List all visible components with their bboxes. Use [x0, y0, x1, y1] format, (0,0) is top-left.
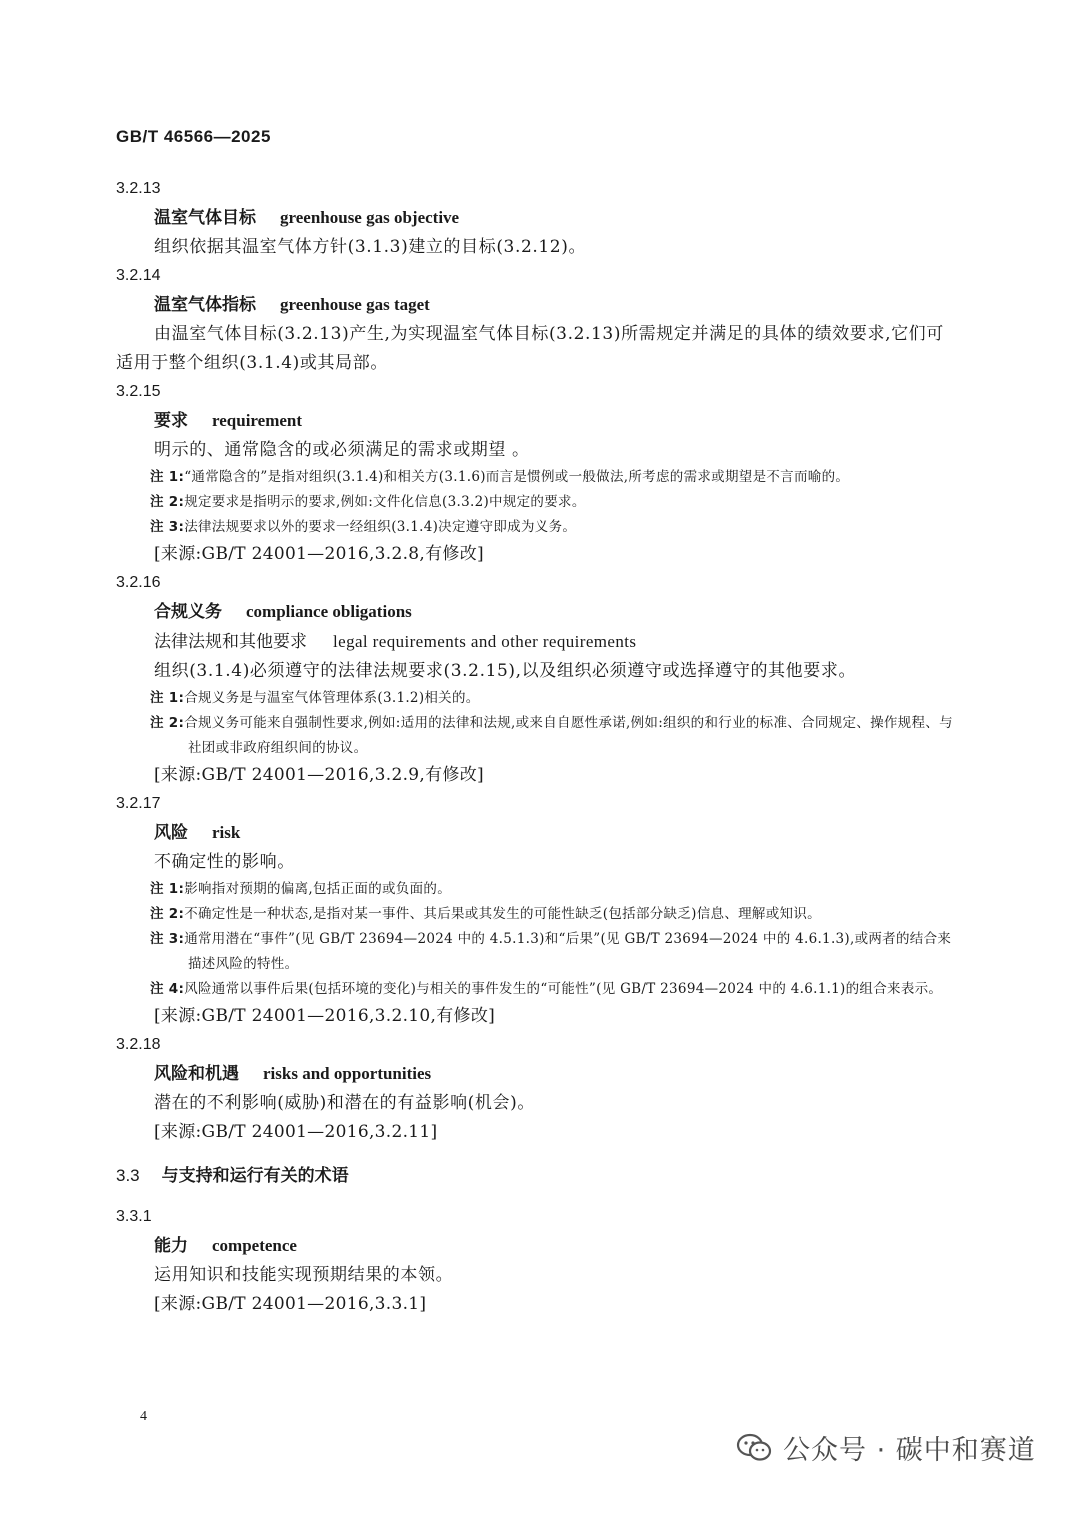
note: [116, 927, 956, 977]
term-en: compliance obligations: [246, 602, 412, 621]
entry-admitted-term: [154, 627, 956, 657]
entry-term: [154, 597, 956, 627]
watermark: [735, 1428, 1036, 1467]
entry-number: 3.2.13: [116, 180, 161, 197]
entry-number: 3.3.1: [116, 1208, 152, 1225]
entry-3-2-18: [116, 1031, 956, 1147]
entry-number: 3.2.15: [116, 383, 161, 400]
note: [116, 515, 956, 540]
term-zh: 风险: [154, 823, 188, 843]
term-zh: 温室气体目标: [154, 208, 256, 228]
note-label: 注 2:: [150, 494, 185, 510]
note: [116, 711, 956, 761]
entry-definition: 由温室气体目标(3.2.13)产生,为实现温室气体目标(3.2.13)所需规定并满足的具体的绩效要求,它们可适用于整个组织(3.1.4)或其局部。: [116, 324, 944, 373]
standard-id: GB/T 46566—2025: [116, 127, 271, 146]
entry-definition: 组织依据其温室气体方针(3.1.3)建立的目标(3.2.12)。: [154, 237, 587, 257]
watermark-text: 公众号 · 碳中和赛道: [783, 1435, 1036, 1466]
note-text: 通常用潜在“事件”(见 GB/T 23694—2024 中的 4.5.1.3)和“后果”(见 GB/T 23694—2024 中的 4.6.1.3),或两者的结合来描述风险的特性。: [184, 931, 952, 972]
note: [116, 877, 956, 902]
alt-zh: 法律法规和其他要求: [154, 632, 307, 652]
note-label: 注 4:: [150, 981, 185, 997]
wechat-icon: [735, 1432, 773, 1464]
term-en: greenhouse gas taget: [280, 295, 430, 314]
note-text: 风险通常以事件后果(包括环境的变化)与相关的事件发生的“可能性”(见 GB/T 23694—2024 中的 4.6.1.1)的组合来表示。: [184, 981, 943, 997]
term-en: competence: [212, 1236, 297, 1255]
alt-en: legal requirements and other requirements: [333, 632, 637, 651]
entry-source: [来源:GB/T 24001—2016,3.3.1]: [154, 1294, 427, 1314]
note-text: 法律法规要求以外的要求一经组织(3.1.4)决定遵守即成为义务。: [184, 519, 577, 535]
entry-source: [来源:GB/T 24001—2016,3.2.10,有修改]: [154, 1006, 496, 1026]
section-title: 与支持和运行有关的术语: [161, 1166, 349, 1186]
entry-term: [154, 406, 956, 436]
note-text: 影响指对预期的偏离,包括正面的或负面的。: [184, 881, 451, 897]
entry-term: [154, 203, 956, 233]
page-number: 4: [140, 1409, 147, 1424]
note-text: 合规义务可能来自强制性要求,例如:适用的法律和法规,或来自自愿性承诺,例如:组织的和行业的标准、合同规定、操作规程、与社团或非政府组织间的协议。: [184, 715, 953, 756]
content: [116, 175, 956, 1319]
term-en: requirement: [212, 411, 303, 430]
note-label: 注 1:: [150, 469, 185, 485]
entry-3-2-17: [116, 790, 956, 1031]
term-en: risk: [212, 823, 241, 842]
entry-definition: 不确定性的影响。: [154, 852, 295, 872]
term-zh: 能力: [154, 1236, 188, 1256]
term-zh: 温室气体指标: [154, 295, 256, 315]
note-label: 注 1:: [150, 690, 185, 706]
note-text: 合规义务是与温室气体管理体系(3.1.2)相关的。: [184, 690, 480, 706]
entry-definition: 潜在的不利影响(威胁)和潜在的有益影响(机会)。: [154, 1093, 535, 1113]
term-en: risks and opportunities: [263, 1064, 432, 1083]
entry-source: [来源:GB/T 24001—2016,3.2.8,有修改]: [154, 544, 484, 564]
entry-3-2-15: [116, 378, 956, 569]
note: [116, 490, 956, 515]
entry-term: [154, 1231, 956, 1261]
note-text: 规定要求是指明示的要求,例如:文件化信息(3.3.2)中规定的要求。: [184, 494, 586, 510]
note: [116, 686, 956, 711]
section-heading: [116, 1161, 956, 1191]
entry-number: 3.2.17: [116, 795, 161, 812]
section-number: 3.3: [116, 1166, 140, 1185]
entry-term: [154, 290, 956, 320]
note-label: 注 3:: [150, 519, 185, 535]
term-en: greenhouse gas objective: [280, 208, 460, 227]
note: [116, 977, 956, 1002]
entry-term: [154, 1059, 956, 1089]
note-label: 注 1:: [150, 881, 185, 897]
note-label: 注 2:: [150, 715, 185, 731]
entry-3-3-1: [116, 1203, 956, 1319]
entry-3-2-14: [116, 262, 956, 378]
entry-source: [来源:GB/T 24001—2016,3.2.9,有修改]: [154, 765, 484, 785]
note-label: 注 2:: [150, 906, 185, 922]
entry-number: 3.2.18: [116, 1036, 161, 1053]
term-zh: 合规义务: [154, 602, 222, 622]
entry-term: [154, 818, 956, 848]
entry-source: [来源:GB/T 24001—2016,3.2.11]: [154, 1122, 438, 1142]
entry-3-2-13: [116, 175, 956, 262]
note: [116, 902, 956, 927]
note-text: 不确定性是一种状态,是指对某一事件、其后果或其发生的可能性缺乏(包括部分缺乏)信息、理解或知识。: [184, 906, 821, 922]
entry-definition: 运用知识和技能实现预期结果的本领。: [154, 1265, 454, 1285]
note: [116, 465, 956, 490]
term-zh: 风险和机遇: [154, 1064, 239, 1084]
entry-3-2-16: [116, 569, 956, 790]
entry-number: 3.2.16: [116, 574, 161, 591]
term-zh: 要求: [154, 411, 188, 431]
entry-definition: 组织(3.1.4)必须遵守的法律法规要求(3.2.15),以及组织必须遵守或选择遵守的其他要求。: [154, 661, 857, 681]
entry-number: 3.2.14: [116, 267, 161, 284]
note-label: 注 3:: [150, 931, 185, 947]
entry-definition: 明示的、通常隐含的或必须满足的需求或期望 。: [154, 440, 530, 460]
note-text: “通常隐含的”是指对组织(3.1.4)和相关方(3.1.6)而言是惯例或一般做法,所考虑的需求或期望是不言而喻的。: [184, 469, 850, 485]
